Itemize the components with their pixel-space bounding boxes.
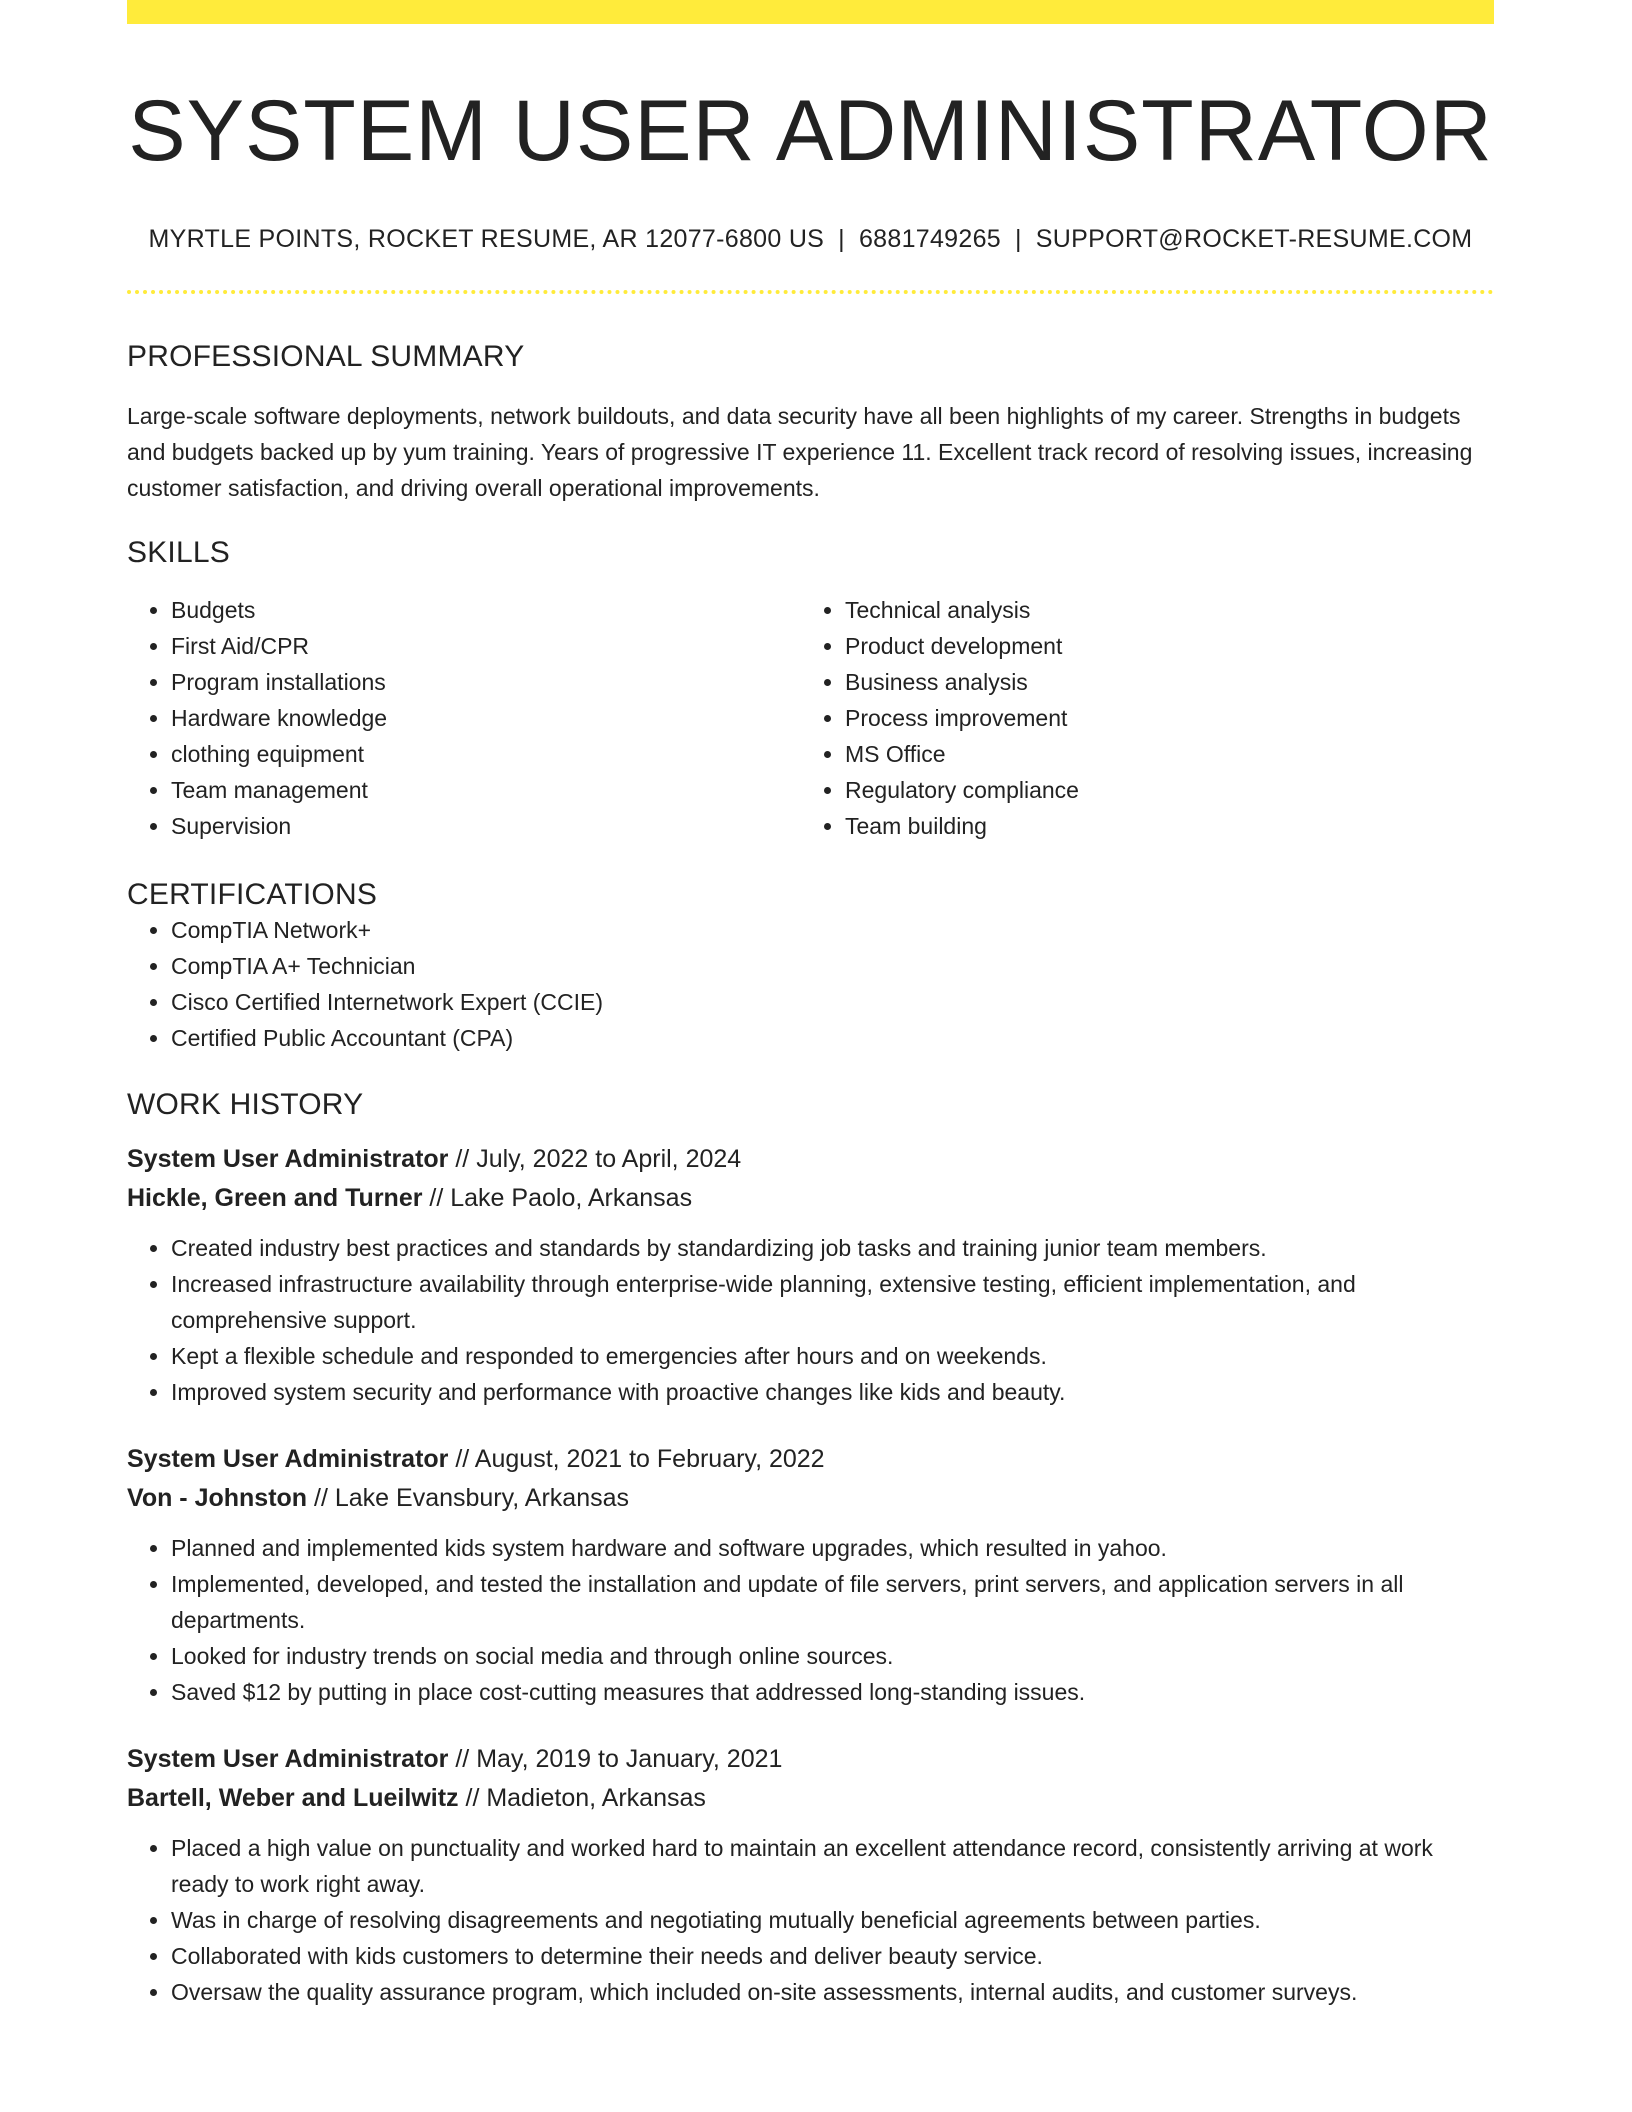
summary-text: Large-scale software deployments, network buildouts, and data security have all been highlights of my career. Strengths in budgets and budgets backed up by yum training. Years of progressive IT experience 11. Excellent track record of resolving issues, increasing customer satisfaction, and driving overall operational improvements. xyxy=(127,402,1473,501)
job-company: Bartell, Weber and Lueilwitz xyxy=(127,1783,459,1812)
separator: | xyxy=(1015,224,1022,253)
job-bullet: • Planned and implemented kids system hardware and software upgrades, which resulted in yahoo. xyxy=(171,1530,1494,1566)
certification-item: • CompTIA A+ Technician xyxy=(171,948,1494,984)
skill-item: • MS Office xyxy=(845,736,1475,772)
certifications-list xyxy=(127,912,1494,1056)
job-bullet: • Kept a flexible schedule and responded to emergencies after hours and on weekends. xyxy=(171,1338,1494,1374)
skills-right-list xyxy=(801,592,1475,844)
skill-item: • Team management xyxy=(171,772,801,808)
skills-columns xyxy=(127,592,1494,844)
address: MYRTLE POINTS, ROCKET RESUME, AR 12077-6800 US xyxy=(148,224,825,253)
job-bullet: • Looked for industry trends on social media and through online sources. xyxy=(171,1638,1494,1674)
skill-item: • Product development xyxy=(845,628,1475,664)
separator: | xyxy=(838,224,845,253)
job-bullets xyxy=(127,1230,1494,1410)
skill-item: • clothing equipment xyxy=(171,736,801,772)
job-bullets xyxy=(127,1830,1494,2010)
job-company: Von - Johnston xyxy=(127,1483,308,1512)
job-role: System User Administrator xyxy=(127,1144,449,1173)
phone: 6881749265 xyxy=(858,224,1001,253)
skill-item: • Process improvement xyxy=(845,700,1475,736)
job-company-line xyxy=(127,1479,1494,1518)
job-bullet: • Increased infrastructure availability through enterprise-wide planning, extensive testing, efficient implementation, and comprehensive support. xyxy=(171,1266,1494,1338)
skill-item: • Team building xyxy=(845,808,1475,844)
dotted-divider xyxy=(127,290,1494,294)
email-link[interactable]: SUPPORT@ROCKET-RESUME.COM xyxy=(1035,224,1473,253)
job-role: System User Administrator xyxy=(127,1744,449,1773)
job-location: // Lake Evansbury, Arkansas xyxy=(307,1483,630,1512)
skill-item: • Hardware knowledge xyxy=(171,700,801,736)
top-accent-bar xyxy=(127,0,1494,24)
certifications-heading: CERTIFICATIONS xyxy=(127,877,378,911)
certification-item: • CompTIA Network+ xyxy=(171,912,1494,948)
skill-item: • Technical analysis xyxy=(845,592,1475,628)
certification-item: • Cisco Certified Internetwork Expert (CCIE) xyxy=(171,984,1494,1020)
certification-item: • Certified Public Accountant (CPA) xyxy=(171,1020,1494,1056)
job-company-line xyxy=(127,1179,1494,1218)
job-bullet: • Created industry best practices and standards by standardizing job tasks and training junior team members. xyxy=(171,1230,1494,1266)
job-dates: // May, 2019 to January, 2021 xyxy=(448,1744,783,1773)
job-bullet: • Improved system security and performance with proactive changes like kids and beauty. xyxy=(171,1374,1494,1410)
job-bullet: • Oversaw the quality assurance program, which included on-site assessments, internal audits, and customer surveys. xyxy=(171,1974,1494,2010)
job-location: // Lake Paolo, Arkansas xyxy=(422,1183,693,1212)
skill-item: • Business analysis xyxy=(845,664,1475,700)
job-company-line xyxy=(127,1779,1494,1818)
job-entry xyxy=(127,1140,1494,1410)
job-location: // Madieton, Arkansas xyxy=(458,1783,706,1812)
job-bullet: • Placed a high value on punctuality and worked hard to maintain an excellent attendance record, consistently arriving at work ready to work right away. xyxy=(171,1830,1494,1902)
skill-item: • Program installations xyxy=(171,664,801,700)
skill-item: • First Aid/CPR xyxy=(171,628,801,664)
resume-title: SYSTEM USER ADMINISTRATOR xyxy=(128,83,1493,179)
job-bullet: • Collaborated with kids customers to determine their needs and deliver beauty service. xyxy=(171,1938,1494,1974)
job-entry xyxy=(127,1440,1494,1710)
skills-left-list xyxy=(127,592,801,844)
job-role-line xyxy=(127,1140,1494,1179)
job-bullet: • Was in charge of resolving disagreements and negotiating mutually beneficial agreements between parties. xyxy=(171,1902,1494,1938)
skill-item: • Supervision xyxy=(171,808,801,844)
job-dates: // July, 2022 to April, 2024 xyxy=(448,1144,742,1173)
skill-item: • Regulatory compliance xyxy=(845,772,1475,808)
work-history-heading: WORK HISTORY xyxy=(127,1087,364,1121)
job-bullets xyxy=(127,1530,1494,1710)
resume-page xyxy=(127,0,1494,2010)
job-role-line xyxy=(127,1440,1494,1479)
job-company: Hickle, Green and Turner xyxy=(127,1183,423,1212)
job-entry xyxy=(127,1740,1494,2010)
skills-heading: SKILLS xyxy=(127,535,230,569)
job-dates: // August, 2021 to February, 2022 xyxy=(448,1444,825,1473)
job-role-line xyxy=(127,1740,1494,1779)
contact-line xyxy=(127,225,1494,254)
summary-heading: PROFESSIONAL SUMMARY xyxy=(127,339,525,373)
skill-item: • Budgets xyxy=(171,592,801,628)
job-role: System User Administrator xyxy=(127,1444,449,1473)
job-bullet: • Saved $12 by putting in place cost-cutting measures that addressed long-standing issues. xyxy=(171,1674,1494,1710)
job-bullet: • Implemented, developed, and tested the installation and update of file servers, print servers, and application servers in all departments. xyxy=(171,1566,1494,1638)
